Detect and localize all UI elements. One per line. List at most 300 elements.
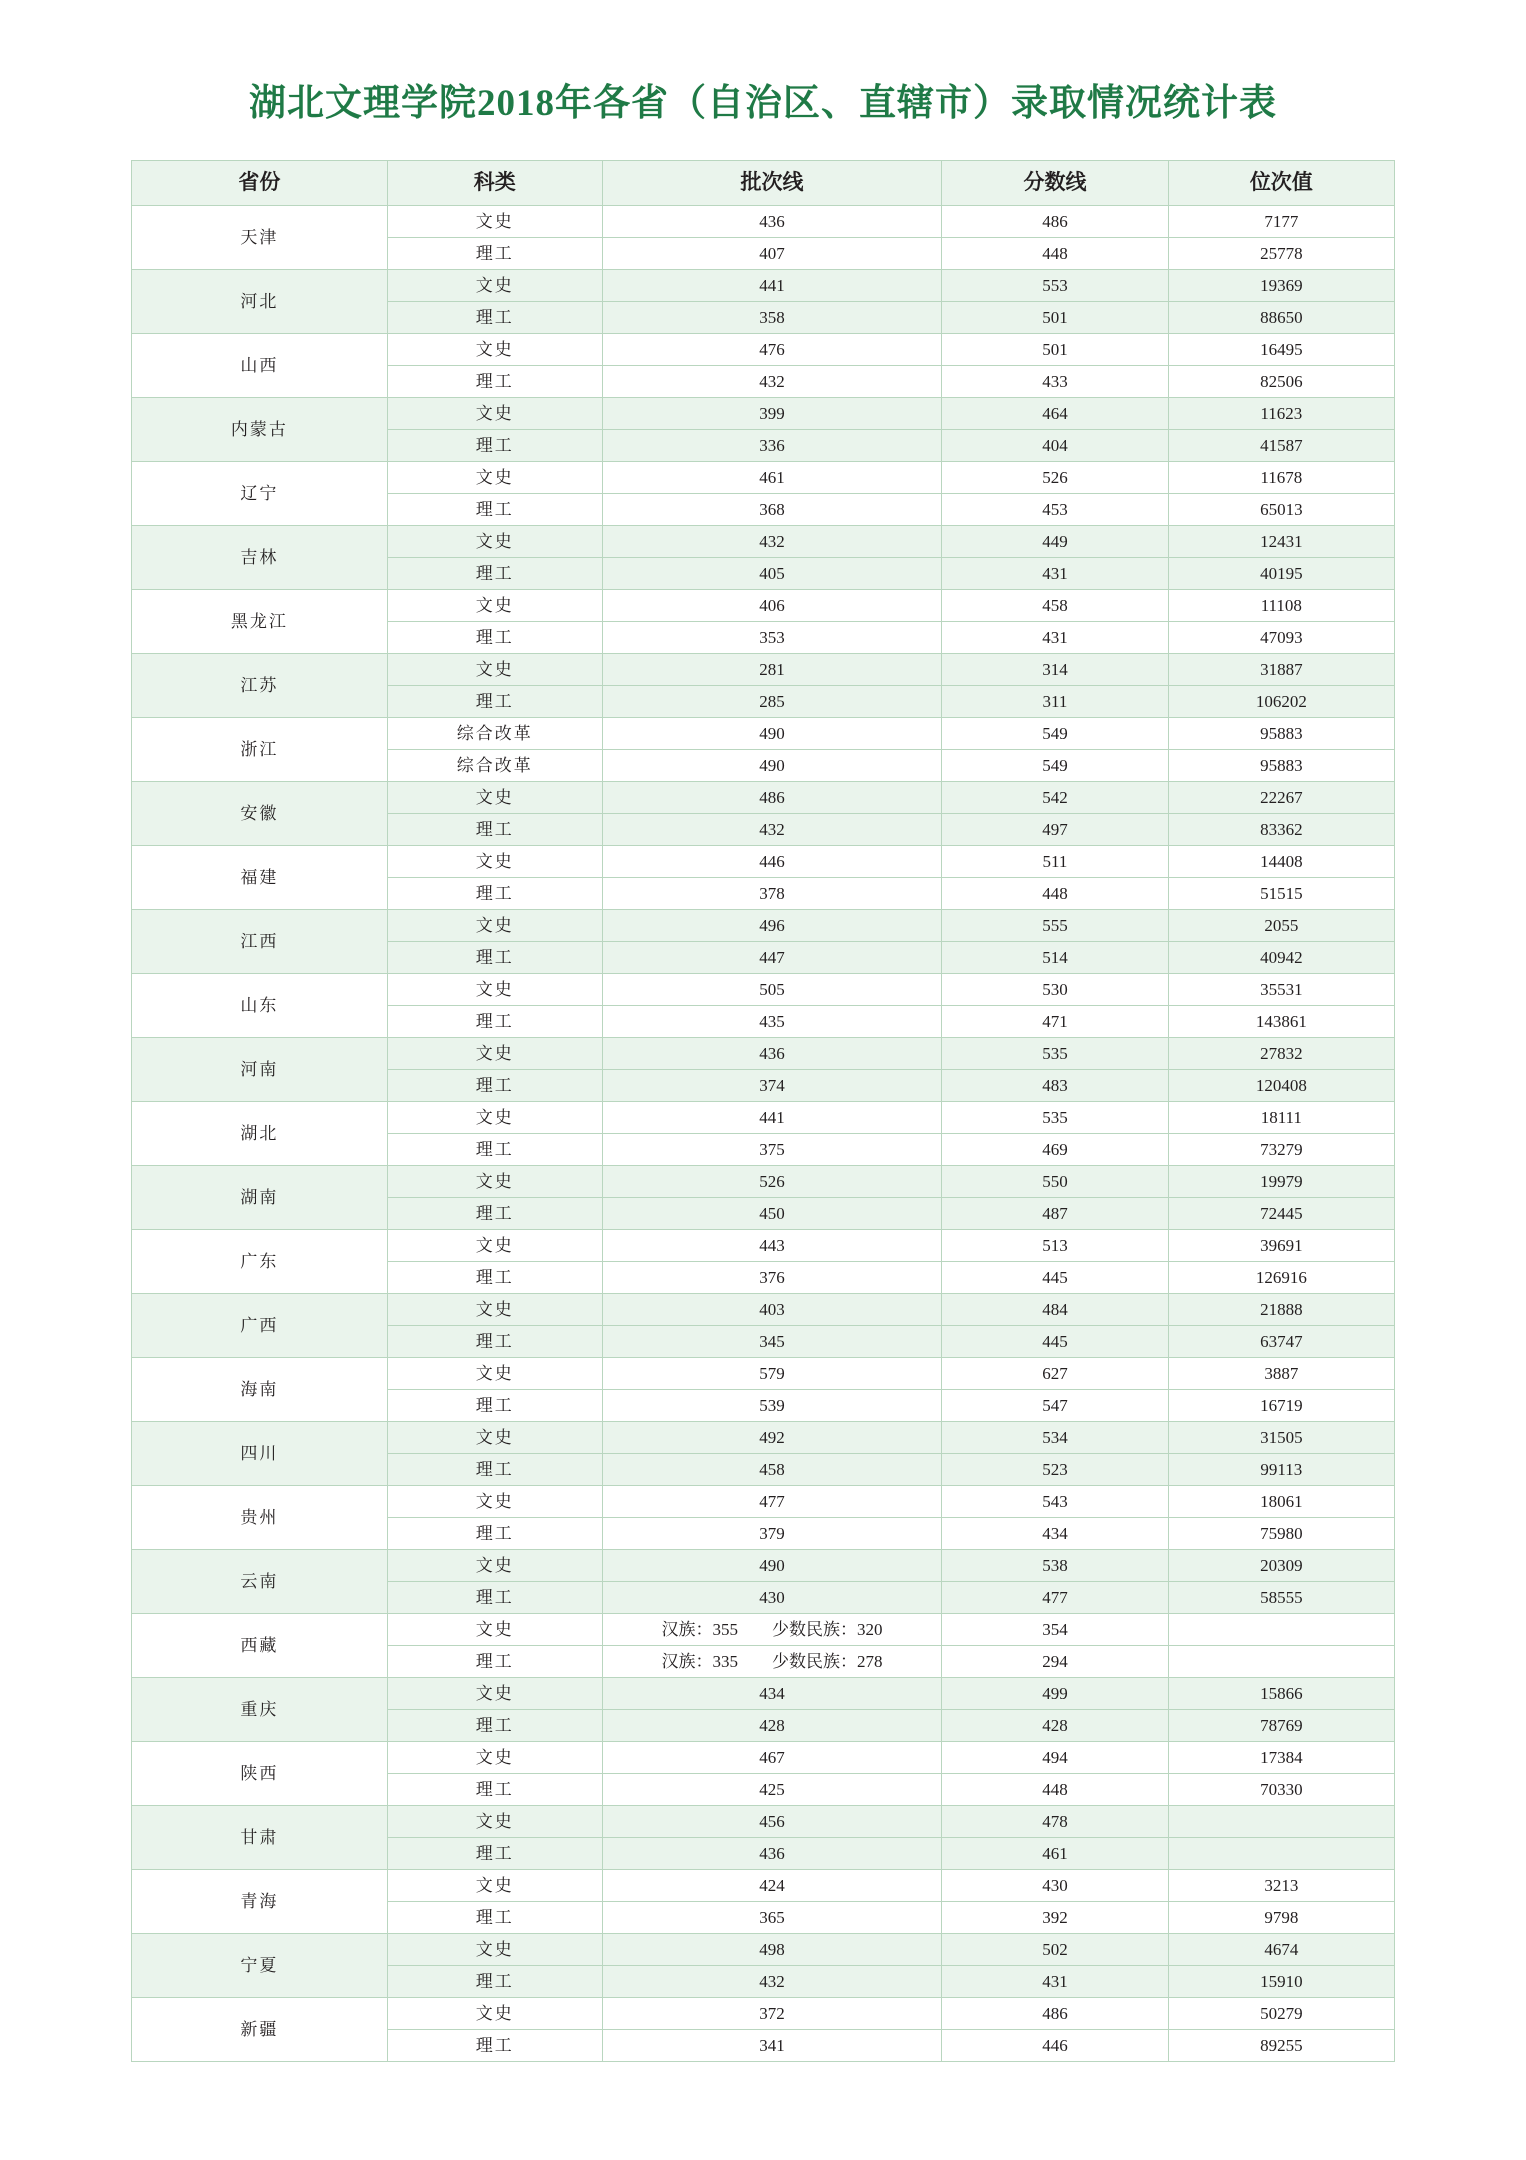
header-row [132, 161, 1395, 206]
batch-line-minority: 少数民族：278 [772, 1652, 883, 1671]
batch-line-han: 汉族：335 [661, 1652, 739, 1671]
table-row [132, 526, 1395, 558]
cell-batch-line: 492 [602, 1422, 942, 1454]
cell-batch-line: 447 [602, 942, 942, 974]
cell-batch-line: 365 [602, 1902, 942, 1934]
cell-batch-line: 428 [602, 1710, 942, 1742]
column-header-province: 省份 [132, 161, 388, 206]
cell-score-line: 446 [942, 2030, 1168, 2062]
cell-batch-line: 341 [602, 2030, 942, 2062]
cell-rank-value: 31887 [1168, 654, 1394, 686]
cell-batch-line: 375 [602, 1134, 942, 1166]
cell-score-line: 555 [942, 910, 1168, 942]
cell-batch-line: 358 [602, 302, 942, 334]
cell-subject-type: 文史 [387, 1102, 602, 1134]
admission-statistics-table [131, 160, 1395, 2062]
cell-rank-value: 18111 [1168, 1102, 1394, 1134]
cell-score-line: 433 [942, 366, 1168, 398]
table-row [132, 1870, 1395, 1902]
cell-score-line: 549 [942, 750, 1168, 782]
cell-subject-type: 文史 [387, 1806, 602, 1838]
table-body [132, 206, 1395, 2062]
cell-subject-type: 理工 [387, 1774, 602, 1806]
cell-score-line: 445 [942, 1262, 1168, 1294]
cell-score-line: 471 [942, 1006, 1168, 1038]
cell-province: 青海 [132, 1870, 388, 1934]
cell-score-line: 453 [942, 494, 1168, 526]
cell-rank-value: 63747 [1168, 1326, 1394, 1358]
cell-province: 湖南 [132, 1166, 388, 1230]
cell-batch-line: 353 [602, 622, 942, 654]
cell-rank-value: 39691 [1168, 1230, 1394, 1262]
cell-subject-type: 文史 [387, 526, 602, 558]
cell-rank-value: 35531 [1168, 974, 1394, 1006]
cell-subject-type: 文史 [387, 1294, 602, 1326]
cell-subject-type: 文史 [387, 782, 602, 814]
cell-subject-type: 理工 [387, 302, 602, 334]
cell-subject-type: 理工 [387, 1262, 602, 1294]
cell-rank-value: 21888 [1168, 1294, 1394, 1326]
cell-rank-value: 27832 [1168, 1038, 1394, 1070]
cell-score-line: 553 [942, 270, 1168, 302]
table-row [132, 654, 1395, 686]
cell-province: 海南 [132, 1358, 388, 1422]
table-row [132, 1678, 1395, 1710]
cell-subject-type: 综合改革 [387, 718, 602, 750]
cell-batch-line: 490 [602, 718, 942, 750]
table-row [132, 1550, 1395, 1582]
cell-subject-type: 文史 [387, 654, 602, 686]
cell-subject-type: 理工 [387, 558, 602, 590]
cell-score-line: 448 [942, 878, 1168, 910]
cell-score-line: 534 [942, 1422, 1168, 1454]
cell-score-line: 547 [942, 1390, 1168, 1422]
cell-rank-value: 83362 [1168, 814, 1394, 846]
cell-province: 山西 [132, 334, 388, 398]
cell-province: 河南 [132, 1038, 388, 1102]
cell-subject-type: 理工 [387, 494, 602, 526]
cell-rank-value: 2055 [1168, 910, 1394, 942]
cell-batch-line: 432 [602, 814, 942, 846]
cell-score-line: 431 [942, 558, 1168, 590]
cell-batch-line: 405 [602, 558, 942, 590]
cell-score-line: 486 [942, 1998, 1168, 2030]
cell-rank-value: 51515 [1168, 878, 1394, 910]
cell-batch-line: 456 [602, 1806, 942, 1838]
cell-rank-value: 99113 [1168, 1454, 1394, 1486]
cell-rank-value: 120408 [1168, 1070, 1394, 1102]
cell-province: 重庆 [132, 1678, 388, 1742]
cell-batch-line: 281 [602, 654, 942, 686]
cell-subject-type: 理工 [387, 622, 602, 654]
cell-province: 宁夏 [132, 1934, 388, 1998]
cell-score-line: 449 [942, 526, 1168, 558]
cell-subject-type: 文史 [387, 1678, 602, 1710]
cell-subject-type: 综合改革 [387, 750, 602, 782]
table-row [132, 1294, 1395, 1326]
cell-batch-line: 432 [602, 366, 942, 398]
cell-batch-line: 424 [602, 1870, 942, 1902]
cell-subject-type: 理工 [387, 1326, 602, 1358]
cell-batch-line: 376 [602, 1262, 942, 1294]
cell-rank-value: 15866 [1168, 1678, 1394, 1710]
cell-province: 内蒙古 [132, 398, 388, 462]
cell-rank-value: 106202 [1168, 686, 1394, 718]
cell-rank-value: 40195 [1168, 558, 1394, 590]
cell-rank-value: 11108 [1168, 590, 1394, 622]
table-row [132, 1422, 1395, 1454]
cell-subject-type: 文史 [387, 1230, 602, 1262]
cell-province: 云南 [132, 1550, 388, 1614]
cell-score-line: 431 [942, 1966, 1168, 1998]
cell-subject-type: 理工 [387, 814, 602, 846]
cell-subject-type: 文史 [387, 1742, 602, 1774]
table-row [132, 398, 1395, 430]
cell-rank-value: 25778 [1168, 238, 1394, 270]
cell-rank-value: 89255 [1168, 2030, 1394, 2062]
cell-subject-type: 文史 [387, 398, 602, 430]
cell-rank-value: 19369 [1168, 270, 1394, 302]
cell-subject-type: 理工 [387, 1966, 602, 1998]
cell-score-line: 487 [942, 1198, 1168, 1230]
cell-subject-type: 文史 [387, 1038, 602, 1070]
cell-batch-line: 450 [602, 1198, 942, 1230]
table-row [132, 1166, 1395, 1198]
cell-rank-value: 17384 [1168, 1742, 1394, 1774]
cell-province: 江西 [132, 910, 388, 974]
cell-province: 湖北 [132, 1102, 388, 1166]
table-row [132, 1934, 1395, 1966]
cell-score-line: 294 [942, 1646, 1168, 1678]
cell-subject-type: 文史 [387, 1422, 602, 1454]
cell-subject-type: 理工 [387, 1070, 602, 1102]
cell-province: 吉林 [132, 526, 388, 590]
cell-batch-line: 526 [602, 1166, 942, 1198]
cell-rank-value: 72445 [1168, 1198, 1394, 1230]
cell-subject-type: 文史 [387, 846, 602, 878]
cell-score-line: 484 [942, 1294, 1168, 1326]
cell-batch-line: 458 [602, 1454, 942, 1486]
cell-batch-line: 441 [602, 1102, 942, 1134]
cell-subject-type: 文史 [387, 206, 602, 238]
cell-batch-line [602, 1614, 942, 1646]
cell-province: 福建 [132, 846, 388, 910]
cell-rank-value [1168, 1838, 1394, 1870]
cell-rank-value [1168, 1614, 1394, 1646]
cell-subject-type: 理工 [387, 1390, 602, 1422]
cell-subject-type: 文史 [387, 590, 602, 622]
cell-province: 河北 [132, 270, 388, 334]
cell-score-line: 428 [942, 1710, 1168, 1742]
cell-rank-value: 143861 [1168, 1006, 1394, 1038]
cell-rank-value: 75980 [1168, 1518, 1394, 1550]
cell-score-line: 543 [942, 1486, 1168, 1518]
table-row [132, 1102, 1395, 1134]
cell-batch-line: 477 [602, 1486, 942, 1518]
cell-batch-line: 490 [602, 750, 942, 782]
cell-batch-line: 539 [602, 1390, 942, 1422]
cell-subject-type: 理工 [387, 2030, 602, 2062]
table-row [132, 910, 1395, 942]
cell-province: 浙江 [132, 718, 388, 782]
cell-batch-line: 285 [602, 686, 942, 718]
cell-rank-value: 70330 [1168, 1774, 1394, 1806]
cell-batch-line: 446 [602, 846, 942, 878]
table-row [132, 590, 1395, 622]
cell-rank-value [1168, 1646, 1394, 1678]
cell-subject-type: 文史 [387, 1614, 602, 1646]
cell-rank-value: 73279 [1168, 1134, 1394, 1166]
cell-rank-value: 22267 [1168, 782, 1394, 814]
cell-subject-type: 理工 [387, 1134, 602, 1166]
cell-batch-line: 435 [602, 1006, 942, 1038]
table-row [132, 846, 1395, 878]
cell-batch-line: 399 [602, 398, 942, 430]
cell-batch-line: 430 [602, 1582, 942, 1614]
cell-batch-line: 490 [602, 1550, 942, 1582]
cell-subject-type: 文史 [387, 270, 602, 302]
cell-score-line: 523 [942, 1454, 1168, 1486]
cell-score-line: 445 [942, 1326, 1168, 1358]
cell-province: 西藏 [132, 1614, 388, 1678]
cell-province: 辽宁 [132, 462, 388, 526]
cell-province: 安徽 [132, 782, 388, 846]
cell-subject-type: 理工 [387, 878, 602, 910]
cell-rank-value: 16495 [1168, 334, 1394, 366]
cell-batch-line: 425 [602, 1774, 942, 1806]
cell-batch-line [602, 1646, 942, 1678]
cell-subject-type: 理工 [387, 430, 602, 462]
cell-rank-value: 12431 [1168, 526, 1394, 558]
cell-subject-type: 文史 [387, 1870, 602, 1902]
cell-rank-value: 11623 [1168, 398, 1394, 430]
cell-province: 广西 [132, 1294, 388, 1358]
cell-batch-line: 336 [602, 430, 942, 462]
cell-score-line: 354 [942, 1614, 1168, 1646]
cell-subject-type: 文史 [387, 1998, 602, 2030]
cell-score-line: 477 [942, 1582, 1168, 1614]
page-title: 湖北文理学院2018年各省（自治区、直辖市）录取情况统计表 [249, 83, 1277, 124]
cell-score-line: 314 [942, 654, 1168, 686]
cell-batch-line: 496 [602, 910, 942, 942]
table-row [132, 1230, 1395, 1262]
cell-batch-line: 378 [602, 878, 942, 910]
cell-score-line: 499 [942, 1678, 1168, 1710]
cell-score-line: 430 [942, 1870, 1168, 1902]
cell-score-line: 549 [942, 718, 1168, 750]
cell-province: 贵州 [132, 1486, 388, 1550]
cell-subject-type: 文史 [387, 462, 602, 494]
cell-rank-value: 3213 [1168, 1870, 1394, 1902]
table-row [132, 1038, 1395, 1070]
cell-batch-line: 505 [602, 974, 942, 1006]
cell-rank-value: 47093 [1168, 622, 1394, 654]
cell-subject-type: 理工 [387, 1838, 602, 1870]
cell-batch-line: 467 [602, 1742, 942, 1774]
cell-score-line: 392 [942, 1902, 1168, 1934]
cell-rank-value: 15910 [1168, 1966, 1394, 1998]
cell-batch-line: 368 [602, 494, 942, 526]
cell-score-line: 448 [942, 238, 1168, 270]
cell-batch-line: 498 [602, 1934, 942, 1966]
cell-batch-line: 476 [602, 334, 942, 366]
table-row [132, 1742, 1395, 1774]
cell-score-line: 511 [942, 846, 1168, 878]
batch-line-han: 汉族：355 [661, 1620, 739, 1639]
table-row [132, 1998, 1395, 2030]
cell-score-line: 627 [942, 1358, 1168, 1390]
cell-rank-value: 18061 [1168, 1486, 1394, 1518]
cell-subject-type: 文史 [387, 1358, 602, 1390]
cell-batch-line: 432 [602, 1966, 942, 1998]
cell-subject-type: 理工 [387, 1518, 602, 1550]
cell-rank-value: 11678 [1168, 462, 1394, 494]
cell-score-line: 448 [942, 1774, 1168, 1806]
cell-score-line: 550 [942, 1166, 1168, 1198]
cell-subject-type: 文史 [387, 334, 602, 366]
table-row [132, 782, 1395, 814]
cell-rank-value: 88650 [1168, 302, 1394, 334]
cell-score-line: 526 [942, 462, 1168, 494]
cell-subject-type: 理工 [387, 1454, 602, 1486]
cell-batch-line: 486 [602, 782, 942, 814]
cell-subject-type: 理工 [387, 1198, 602, 1230]
cell-province: 四川 [132, 1422, 388, 1486]
cell-subject-type: 理工 [387, 942, 602, 974]
cell-subject-type: 文史 [387, 1166, 602, 1198]
column-header-subject-type: 科类 [387, 161, 602, 206]
column-header-score-line: 分数线 [942, 161, 1168, 206]
cell-rank-value: 82506 [1168, 366, 1394, 398]
cell-score-line: 434 [942, 1518, 1168, 1550]
table-row [132, 334, 1395, 366]
cell-score-line: 469 [942, 1134, 1168, 1166]
cell-score-line: 486 [942, 206, 1168, 238]
cell-score-line: 530 [942, 974, 1168, 1006]
cell-rank-value: 126916 [1168, 1262, 1394, 1294]
cell-score-line: 478 [942, 1806, 1168, 1838]
cell-rank-value: 19979 [1168, 1166, 1394, 1198]
cell-subject-type: 文史 [387, 910, 602, 942]
cell-rank-value: 3887 [1168, 1358, 1394, 1390]
cell-province: 山东 [132, 974, 388, 1038]
cell-province: 新疆 [132, 1998, 388, 2062]
cell-score-line: 535 [942, 1038, 1168, 1070]
cell-rank-value: 50279 [1168, 1998, 1394, 2030]
cell-subject-type: 理工 [387, 366, 602, 398]
table-row [132, 974, 1395, 1006]
cell-rank-value: 7177 [1168, 206, 1394, 238]
cell-batch-line: 436 [602, 1838, 942, 1870]
cell-subject-type: 文史 [387, 974, 602, 1006]
cell-rank-value: 95883 [1168, 718, 1394, 750]
cell-subject-type: 文史 [387, 1486, 602, 1518]
cell-score-line: 464 [942, 398, 1168, 430]
cell-score-line: 502 [942, 1934, 1168, 1966]
cell-rank-value: 65013 [1168, 494, 1394, 526]
cell-subject-type: 文史 [387, 1934, 602, 1966]
cell-score-line: 461 [942, 1838, 1168, 1870]
cell-batch-line: 379 [602, 1518, 942, 1550]
cell-score-line: 483 [942, 1070, 1168, 1102]
cell-rank-value: 31505 [1168, 1422, 1394, 1454]
cell-subject-type: 理工 [387, 1646, 602, 1678]
table-row [132, 462, 1395, 494]
table-row [132, 1358, 1395, 1390]
cell-score-line: 513 [942, 1230, 1168, 1262]
cell-batch-line: 461 [602, 462, 942, 494]
cell-subject-type: 文史 [387, 1550, 602, 1582]
table-row [132, 1806, 1395, 1838]
cell-batch-line: 345 [602, 1326, 942, 1358]
cell-batch-line: 407 [602, 238, 942, 270]
cell-batch-line: 434 [602, 1678, 942, 1710]
cell-subject-type: 理工 [387, 1582, 602, 1614]
cell-score-line: 542 [942, 782, 1168, 814]
cell-batch-line: 436 [602, 1038, 942, 1070]
cell-score-line: 494 [942, 1742, 1168, 1774]
column-header-rank-value: 位次值 [1168, 161, 1394, 206]
cell-score-line: 535 [942, 1102, 1168, 1134]
cell-subject-type: 理工 [387, 1006, 602, 1038]
cell-province: 甘肃 [132, 1806, 388, 1870]
cell-score-line: 497 [942, 814, 1168, 846]
cell-batch-line: 432 [602, 526, 942, 558]
table-row [132, 270, 1395, 302]
cell-batch-line: 374 [602, 1070, 942, 1102]
cell-batch-line: 441 [602, 270, 942, 302]
cell-rank-value: 9798 [1168, 1902, 1394, 1934]
cell-score-line: 311 [942, 686, 1168, 718]
cell-province: 黑龙江 [132, 590, 388, 654]
cell-batch-line: 406 [602, 590, 942, 622]
cell-rank-value: 95883 [1168, 750, 1394, 782]
cell-batch-line: 403 [602, 1294, 942, 1326]
cell-province: 广东 [132, 1230, 388, 1294]
cell-subject-type: 理工 [387, 1902, 602, 1934]
cell-score-line: 538 [942, 1550, 1168, 1582]
cell-rank-value: 78769 [1168, 1710, 1394, 1742]
cell-batch-line: 372 [602, 1998, 942, 2030]
column-header-batch-line: 批次线 [602, 161, 942, 206]
cell-subject-type: 理工 [387, 1710, 602, 1742]
cell-province: 江苏 [132, 654, 388, 718]
cell-province: 陕西 [132, 1742, 388, 1806]
cell-batch-line: 436 [602, 206, 942, 238]
cell-score-line: 431 [942, 622, 1168, 654]
cell-subject-type: 理工 [387, 238, 602, 270]
cell-rank-value: 4674 [1168, 1934, 1394, 1966]
cell-rank-value: 14408 [1168, 846, 1394, 878]
cell-score-line: 501 [942, 302, 1168, 334]
cell-rank-value: 58555 [1168, 1582, 1394, 1614]
batch-line-minority: 少数民族：320 [772, 1620, 883, 1639]
table-row [132, 1486, 1395, 1518]
cell-rank-value: 40942 [1168, 942, 1394, 974]
cell-score-line: 404 [942, 430, 1168, 462]
cell-score-line: 514 [942, 942, 1168, 974]
cell-rank-value: 20309 [1168, 1550, 1394, 1582]
cell-rank-value [1168, 1806, 1394, 1838]
cell-score-line: 458 [942, 590, 1168, 622]
table-row [132, 1614, 1395, 1646]
cell-province: 天津 [132, 206, 388, 270]
table-row [132, 718, 1395, 750]
cell-batch-line: 579 [602, 1358, 942, 1390]
table-header [132, 161, 1395, 206]
cell-subject-type: 理工 [387, 686, 602, 718]
table-row [132, 206, 1395, 238]
